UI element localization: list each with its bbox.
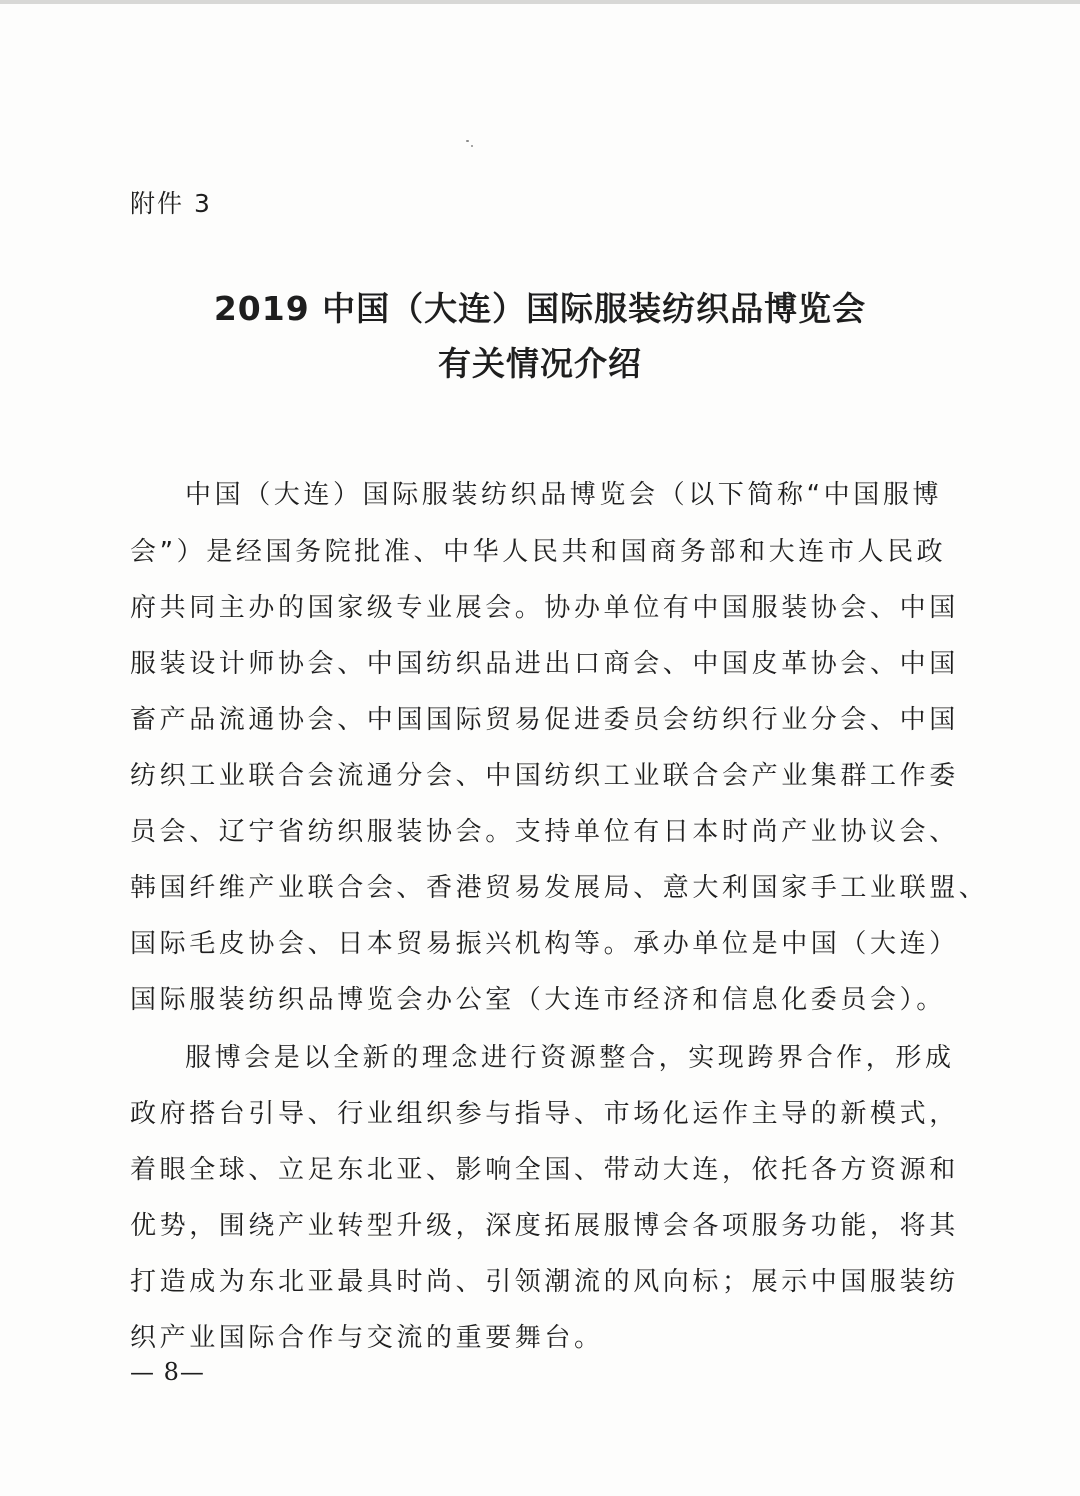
paragraph-2-line-1: 服博会是以全新的理念进行资源整合，实现跨界合作，形成	[185, 1043, 955, 1073]
paragraph-2-line-6: 织产业国际合作与交流的重要舞台。	[130, 1323, 604, 1353]
scan-speck	[471, 145, 473, 147]
attachment-label: 附件 3	[130, 189, 212, 218]
paragraph-1-line-3: 府共同主办的国家级专业展会。协办单位有中国服装协会、中国	[130, 593, 959, 623]
document-title-line-1: 2019 中国（大连）国际服装纺织品博览会	[213, 289, 867, 328]
scan-speck	[466, 140, 469, 142]
paragraph-2-line-5: 打造成为东北亚最具时尚、引领潮流的风向标；展示中国服装纺	[130, 1267, 959, 1297]
paragraph-2-line-2: 政府搭台引导、行业组织参与指导、市场化运作主导的新模式，	[130, 1099, 959, 1129]
document-title-line-2: 有关情况介绍	[438, 344, 642, 383]
paragraph-1-line-2: 会”）是经国务院批准、中华人民共和国商务部和大连市人民政	[130, 537, 947, 567]
paragraph-1-line-5: 畜产品流通协会、中国国际贸易促进委员会纺织行业分会、中国	[130, 705, 959, 735]
paragraph-2-line-3: 着眼全球、立足东北亚、影响全国、带动大连，依托各方资源和	[130, 1155, 959, 1185]
page-number: — 8—	[130, 1358, 205, 1386]
paragraph-1-line-4: 服装设计师协会、中国纺织品进出口商会、中国皮革协会、中国	[130, 649, 959, 679]
paragraph-1-line-8: 韩国纤维产业联合会、香港贸易发展局、意大利国家手工业联盟、	[130, 873, 989, 903]
paragraph-2-line-4: 优势，围绕产业转型升级，深度拓展服博会各项服务功能，将其	[130, 1211, 959, 1241]
paragraph-1-line-10: 国际服装纺织品博览会办公室（大连市经济和信息化委员会）。	[130, 985, 946, 1015]
paragraph-1-line-7: 员会、辽宁省纺织服装协会。支持单位有日本时尚产业协议会、	[130, 817, 959, 847]
paragraph-1-line-1: 中国（大连）国际服装纺织品博览会（以下简称“中国服博	[185, 480, 943, 510]
scan-top-edge	[0, 0, 1080, 4]
paragraph-1-line-6: 纺织工业联合会流通分会、中国纺织工业联合会产业集群工作委	[130, 761, 959, 791]
paragraph-1-line-9: 国际毛皮协会、日本贸易振兴机构等。承办单位是中国（大连）	[130, 929, 959, 959]
